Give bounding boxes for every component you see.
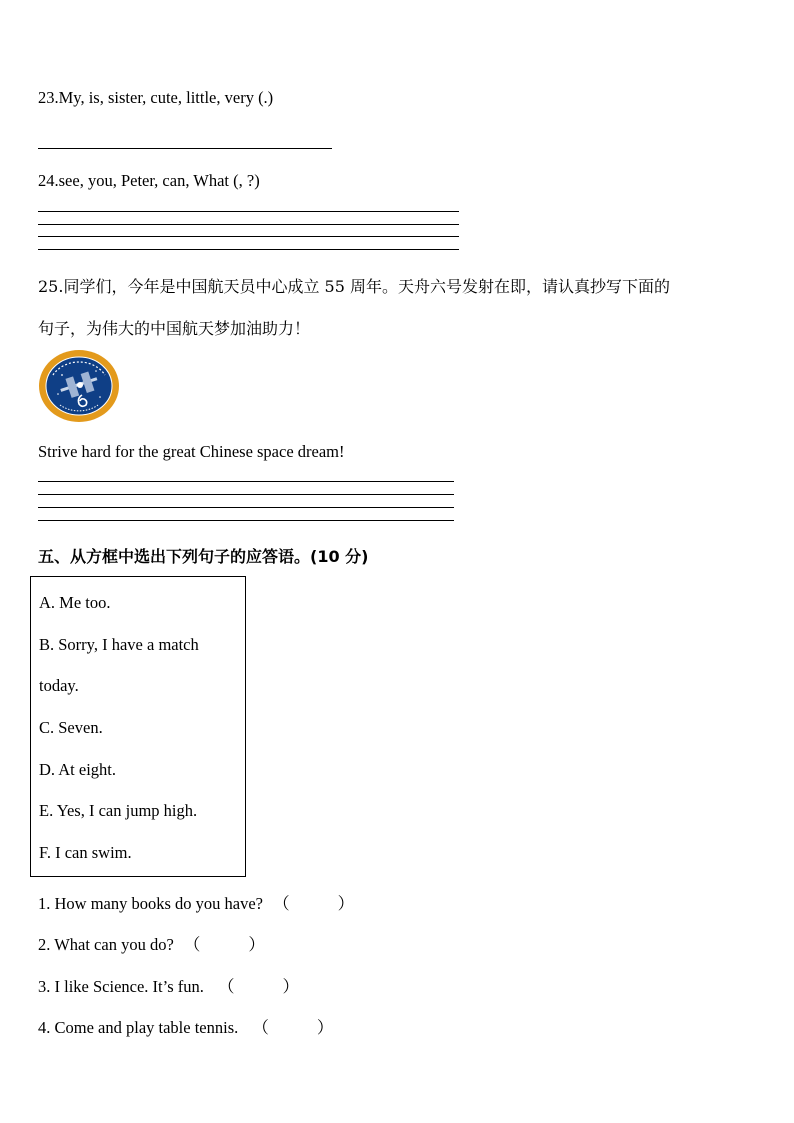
options-box: [30, 576, 246, 877]
question-3: [38, 973, 299, 997]
section-5-title: 五、从方框中选出下列句子的应答语。(10 分): [38, 547, 369, 566]
answer-line-23[interactable]: [38, 148, 332, 149]
answer-line[interactable]: [38, 481, 454, 482]
answer-bracket-close[interactable]: ）: [282, 977, 299, 996]
question-2: [38, 931, 265, 955]
question-4-text: 4. Come and play table tennis.: [38, 1018, 239, 1037]
option-f: F. I can swim.: [39, 843, 132, 862]
option-a: A. Me too.: [39, 593, 111, 612]
answer-line[interactable]: [38, 249, 459, 250]
question-3-text: 3. I like Science. It’s fun.: [38, 977, 204, 996]
question-1: [38, 890, 354, 914]
answer-line[interactable]: [38, 224, 459, 225]
answer-bracket-close[interactable]: ）: [337, 894, 355, 913]
space-mission-badge-icon: [38, 349, 120, 423]
question-4: [38, 1014, 333, 1038]
answer-bracket-close[interactable]: ）: [248, 935, 265, 954]
question-24-text: 24.see, you, Peter, can, What (, ?): [38, 171, 260, 190]
question-1-text: 1. How many books do you have?: [38, 894, 264, 913]
question-25-sentence: Strive hard for the great Chinese space dream!: [38, 442, 345, 461]
answer-bracket-close[interactable]: ）: [316, 1018, 334, 1037]
option-b-continued: today.: [39, 676, 79, 695]
answer-line[interactable]: [38, 236, 459, 237]
question-23-text: 23.My, is, sister, cute, little, very (.): [38, 88, 274, 107]
answer-line[interactable]: [38, 211, 459, 212]
answer-bracket-open[interactable]: （: [252, 1018, 269, 1037]
question-25-line-1: 25.同学们，今年是中国航天员中心成立 55 周年。天舟六号发射在即，请认真抄写下面的: [38, 277, 670, 296]
option-e: E. Yes, I can jump high.: [39, 801, 198, 820]
option-c: C. Seven.: [39, 718, 103, 737]
answer-line[interactable]: [38, 520, 454, 521]
option-b: B. Sorry, I have a match: [39, 635, 199, 654]
answer-bracket-open[interactable]: （: [218, 977, 235, 996]
option-d: D. At eight.: [39, 760, 116, 779]
answer-line[interactable]: [38, 494, 454, 495]
answer-bracket-open[interactable]: （: [183, 935, 201, 954]
question-2-text: 2. What can you do?: [38, 935, 174, 954]
answer-bracket-open[interactable]: （: [273, 894, 290, 913]
question-25-line-2: 句子，为伟大的中国航天梦加油助力！: [38, 319, 311, 338]
answer-line[interactable]: [38, 507, 454, 508]
